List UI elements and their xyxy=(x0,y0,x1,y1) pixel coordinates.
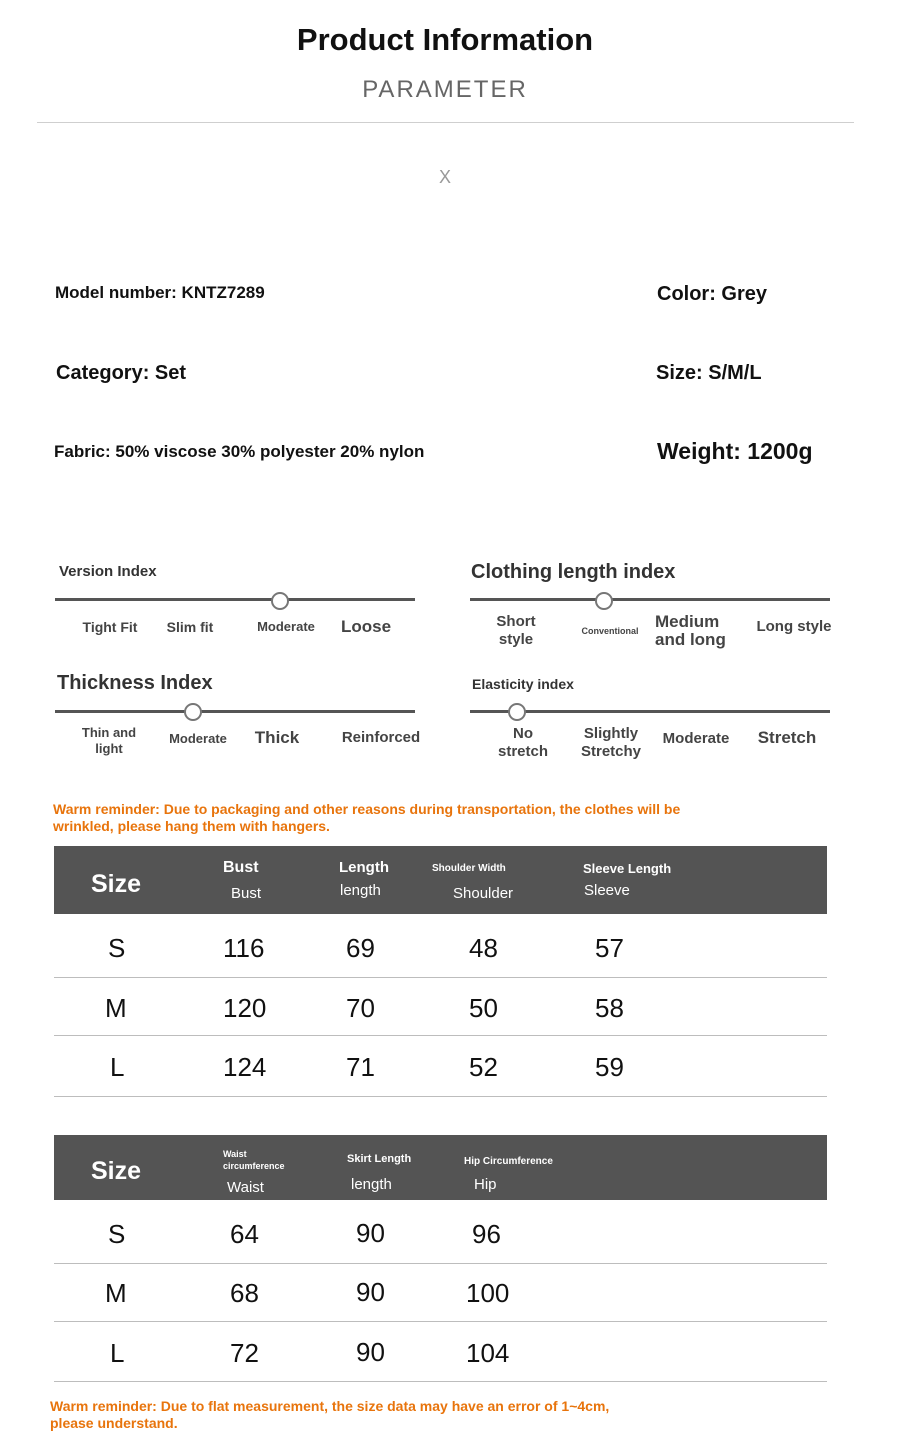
version-option: Tight Fit xyxy=(82,619,138,635)
top-row-s-bust: 116 xyxy=(223,933,265,963)
length-option: Short style xyxy=(496,613,536,648)
spec-fabric: Fabric: 50% viscose 30% polyester 20% nylon xyxy=(54,442,425,461)
top-row-l-sleeve: 59 xyxy=(595,1052,624,1082)
bottom-table-col-bottom: Hip xyxy=(474,1176,497,1193)
bottom-table-col-top: Waist circumference xyxy=(223,1149,285,1171)
top-table-col-bottom: Shoulder xyxy=(453,885,514,902)
bottom-row-s-hip: 96 xyxy=(472,1219,501,1249)
bottom-table-col-top: Hip Circumference xyxy=(464,1156,553,1167)
elasticity-option: Slightly Stretchy xyxy=(580,725,642,760)
top-row-s-sleeve: 57 xyxy=(595,933,624,963)
top-table-size-header: Size xyxy=(91,870,142,898)
elasticity-index-title: Elasticity index xyxy=(472,676,574,692)
length-option: Long style xyxy=(756,618,832,635)
length-index-marker xyxy=(595,592,613,610)
top-row-s-size: S xyxy=(108,933,126,963)
thickness-index-bar xyxy=(55,710,415,713)
top-table-col-top: Shoulder Width xyxy=(432,863,506,874)
version-index-bar xyxy=(55,598,415,601)
bottom-row-s-size: S xyxy=(108,1219,126,1249)
bottom-row-l-hip: 104 xyxy=(466,1338,510,1368)
thickness-option: Thin and light xyxy=(81,725,137,756)
top-table-col-top: Bust xyxy=(223,859,259,876)
top-row-m-shoulder: 50 xyxy=(469,993,498,1023)
length-option: Medium and long xyxy=(655,612,726,649)
bottom-row-s-waist: 64 xyxy=(230,1219,259,1249)
version-index-marker xyxy=(271,592,289,610)
bottom-row-m-size: M xyxy=(105,1278,127,1308)
thickness-index-title: Thickness Index xyxy=(57,672,213,694)
page-subtitle: PARAMETER xyxy=(362,76,528,103)
header-divider xyxy=(37,122,854,123)
length-option: Conventional xyxy=(581,626,639,636)
top-table-col-bottom: length xyxy=(340,882,381,899)
top-row-s-length: 69 xyxy=(346,933,375,963)
top-row-m-size: M xyxy=(105,993,127,1023)
measurement-reminder: Warm reminder: Due to flat measurement, the size data may have an error of 1~4cm, please understand. xyxy=(50,1398,610,1431)
top-row-m-sleeve: 58 xyxy=(595,993,624,1023)
row-divider xyxy=(54,1096,827,1097)
spec-category: Category: Set xyxy=(56,362,187,384)
top-row-l-size: L xyxy=(110,1052,125,1082)
bottom-table-header xyxy=(54,1135,827,1200)
thickness-option: Reinforced xyxy=(341,729,421,746)
elasticity-index-marker xyxy=(508,703,526,721)
version-option: Moderate xyxy=(257,619,315,634)
version-option: Slim fit xyxy=(166,619,214,635)
thickness-index-marker xyxy=(184,703,202,721)
bottom-table-col-top: Skirt Length xyxy=(347,1153,412,1165)
top-table-col-bottom: Bust xyxy=(231,885,262,902)
thickness-option: Moderate xyxy=(169,731,227,746)
elasticity-option: Stretch xyxy=(757,728,817,747)
row-divider xyxy=(54,1035,827,1036)
top-row-s-shoulder: 48 xyxy=(469,933,498,963)
row-divider xyxy=(54,1263,827,1264)
elasticity-option: No stretch xyxy=(497,725,549,760)
spec-model: Model number: KNTZ7289 xyxy=(55,283,265,302)
top-row-m-length: 70 xyxy=(346,993,375,1023)
bottom-row-m-hip: 100 xyxy=(466,1278,510,1308)
top-row-l-bust: 124 xyxy=(223,1052,267,1082)
row-divider xyxy=(54,977,827,978)
row-divider xyxy=(54,1321,827,1322)
top-row-m-bust: 120 xyxy=(223,993,267,1023)
elasticity-option: Moderate xyxy=(662,730,730,747)
bottom-row-s-length: 90 xyxy=(356,1218,385,1248)
bottom-table-col-bottom: length xyxy=(351,1176,392,1193)
row-divider xyxy=(54,1381,827,1382)
top-table-header xyxy=(54,846,827,914)
top-row-l-length: 71 xyxy=(346,1052,375,1082)
bottom-row-l-waist: 72 xyxy=(230,1338,259,1368)
packaging-reminder: Warm reminder: Due to packaging and other reasons during transportation, the clothes will be wrinkled, please hang them with hangers. xyxy=(53,801,681,834)
top-table-col-bottom: Sleeve xyxy=(584,882,630,899)
length-index-bar xyxy=(470,598,830,601)
top-row-l-shoulder: 52 xyxy=(469,1052,498,1082)
spec-weight: Weight: 1200g xyxy=(657,438,813,464)
bottom-table-size-header: Size xyxy=(91,1157,142,1185)
version-option: Loose xyxy=(340,617,392,636)
bottom-row-m-waist: 68 xyxy=(230,1278,259,1308)
top-table-col-top: Length xyxy=(339,859,389,876)
version-index-title: Version Index xyxy=(59,563,157,580)
thickness-option: Thick xyxy=(254,728,300,747)
spec-color: Color: Grey xyxy=(657,283,768,305)
page-title: Product Information xyxy=(296,22,594,57)
top-table-col-top: Sleeve Length xyxy=(583,861,672,876)
length-index-title: Clothing length index xyxy=(471,561,676,583)
bottom-row-l-size: L xyxy=(110,1338,125,1368)
bottom-row-l-length: 90 xyxy=(356,1337,385,1367)
bottom-table-col-bottom: Waist xyxy=(227,1179,264,1196)
bottom-row-m-length: 90 xyxy=(356,1277,385,1307)
x-mark: X xyxy=(438,167,451,187)
spec-size: Size: S/M/L xyxy=(656,362,762,384)
